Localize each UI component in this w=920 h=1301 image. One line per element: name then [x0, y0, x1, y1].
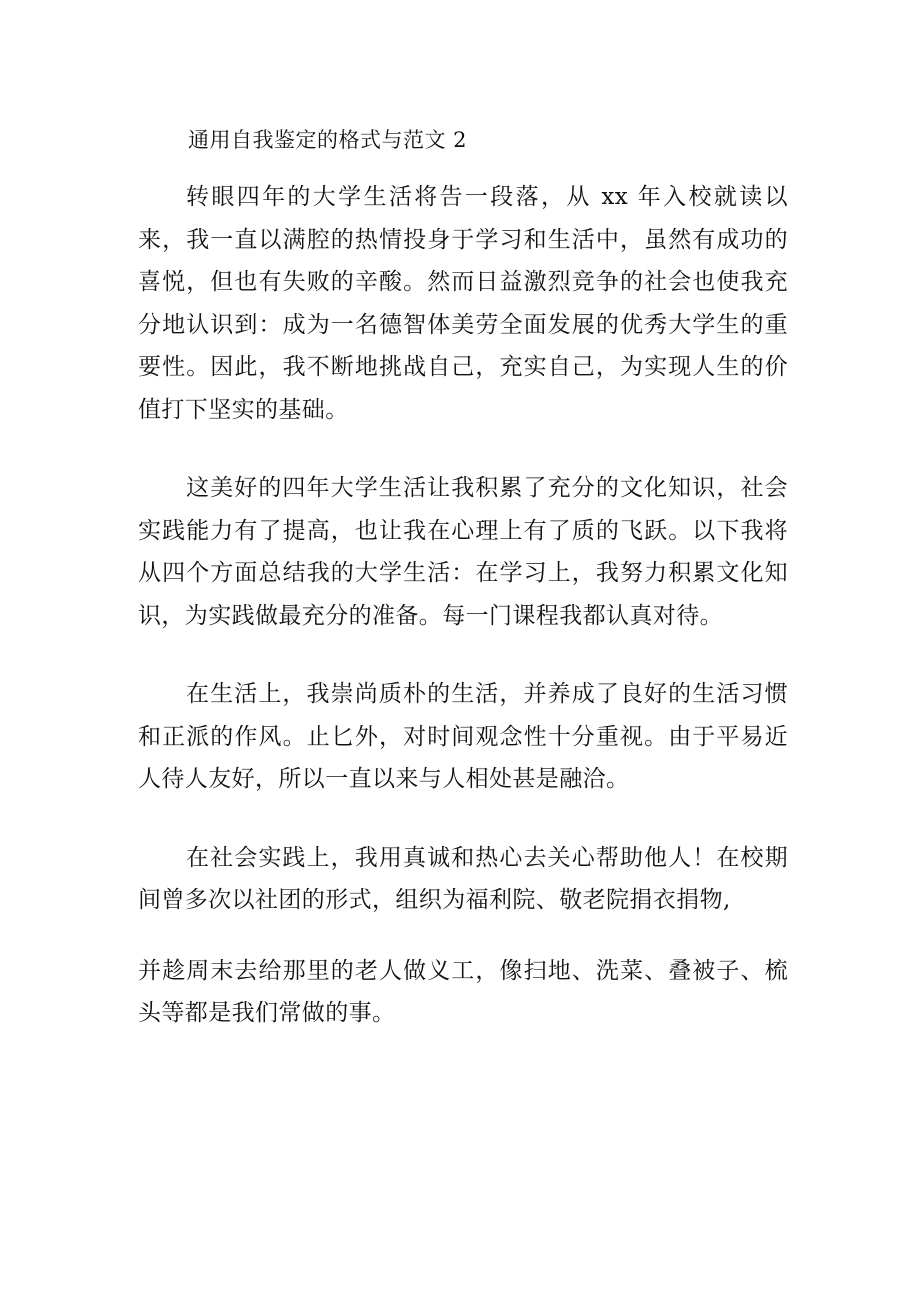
- paragraph-social-practice: 在社会实践上，我用真诚和热心去关心帮助他人！在校期间曾多次以社团的形式，组织为福利院、敬老院捐衣捐物,: [138, 844, 788, 913]
- paragraph-life: 在生活上，我崇尚质朴的生活，并养成了良好的生活习惯和正派的作风。止匕外，对时间观念性十分重视。由于平易近人待人友好，所以一直以来与人相处甚是融洽。: [138, 681, 788, 792]
- paragraph-volunteer: 并趁周末去给那里的老人做义工，像扫地、洗菜、叠被子、梳头等都是我们常做的事。: [138, 957, 788, 1026]
- paragraph-study: 这美好的四年大学生活让我积累了充分的文化知识，社会实践能力有了提高，也让我在心理上有了质的飞跃。以下我将从四个方面总结我的大学生活：在学习上，我努力积累文化知识，为实践做最充分的准备。每一门课程我都认真对待。: [138, 475, 788, 629]
- paragraph-intro: 转眼四年的大学生活将告一段落，从 xx 年入校就读以来，我一直以满腔的热情投身于学习和生活中，虽然有成功的喜悦，但也有失败的辛酸。然而日益激烈竞争的社会也使我充分地认识到：成为一名德智体美劳全面发展的优秀大学生的重要性。因此，我不断地挑战自己，充实自己，为实现人生的价值打下坚实的基础。: [138, 184, 788, 423]
- document-title: 通用自我鉴定的格式与范文 2: [188, 128, 468, 152]
